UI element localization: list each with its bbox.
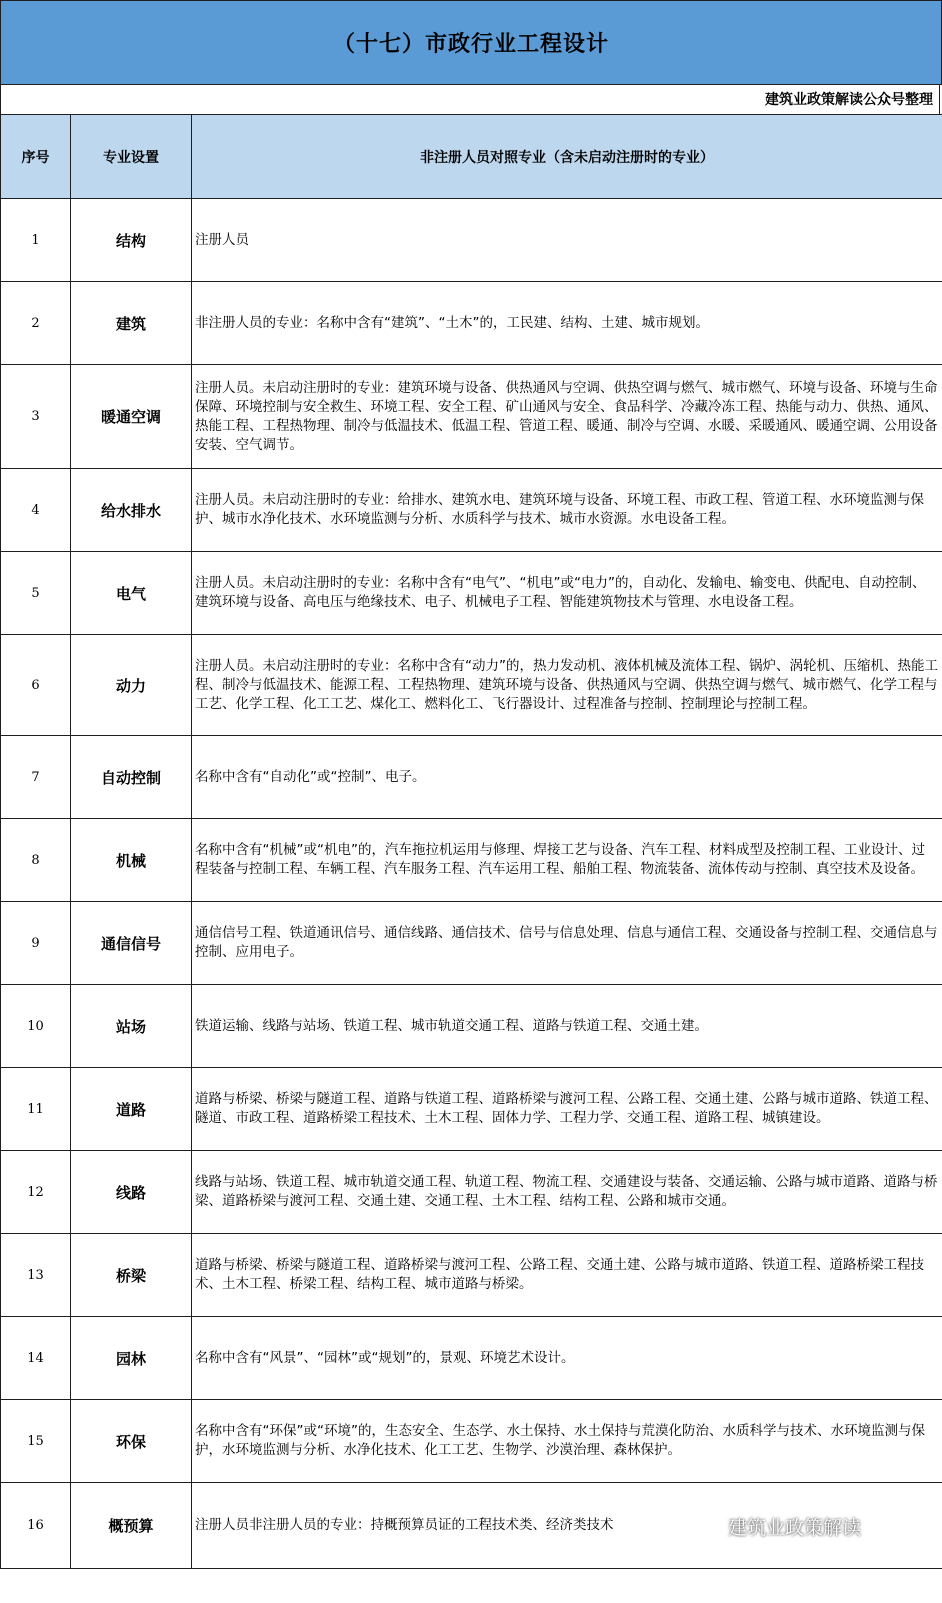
row-major: 自动控制 — [71, 736, 192, 819]
row-major: 站场 — [71, 985, 192, 1068]
row-index: 3 — [1, 365, 71, 469]
watermark — [700, 1512, 861, 1540]
row-major: 通信信号 — [71, 902, 192, 985]
row-description: 名称中含有“机械”或“机电”的，汽车拖拉机运用与修理、焊接工艺与设备、汽车工程、材料成型及控制工程、工业设计、过程装备与控制工程、车辆工程、汽车服务工程、汽车运用工程、船舶工程、物流装备、流体传动与控制、真空技术及设备。 — [192, 819, 942, 902]
table-row — [1, 199, 942, 282]
source-note: 建筑业政策解读公众号整理 — [0, 84, 940, 114]
table-row — [1, 282, 942, 365]
table-row — [1, 902, 942, 985]
table-row — [1, 1068, 942, 1151]
table-row — [1, 552, 942, 635]
header-index: 序号 — [1, 115, 71, 199]
row-description: 名称中含有“自动化”或“控制”、电子。 — [192, 736, 942, 819]
row-description: 铁道运输、线路与站场、铁道工程、城市轨道交通工程、道路与铁道工程、交通土建。 — [192, 985, 942, 1068]
table-row — [1, 1234, 942, 1317]
table-row — [1, 985, 942, 1068]
row-description: 注册人员。未启动注册时的专业：建筑环境与设备、供热通风与空调、供热空调与燃气、城市燃气、环境与设备、环境与生命保障、环境控制与安全救生、环境工程、安全工程、矿山通风与安全、食品科学、冷藏冷冻工程、热能与动力、供热、通风、热能工程、工程热物理、制冷与低温技术、低温工程、管道工程、暖通、制冷与空调、水暖、采暖通风、暖通空调、公用设备安装、空气调节。 — [192, 365, 942, 469]
row-description: 名称中含有“风景”、“园林”或“规划”的，景观、环境艺术设计。 — [192, 1317, 942, 1400]
table-row — [1, 736, 942, 819]
table-row — [1, 635, 942, 736]
row-major: 暖通空调 — [71, 365, 192, 469]
row-index: 9 — [1, 902, 71, 985]
row-description: 注册人员。未启动注册时的专业：名称中含有“电气”、“机电”或“电力”的，自动化、发输电、输变电、供配电、自动控制、建筑环境与设备、高电压与绝缘技术、电子、机械电子工程、智能建筑物技术与管理、水电设备工程。 — [192, 552, 942, 635]
row-major: 给水排水 — [71, 469, 192, 552]
row-description: 注册人员非注册人员的专业：持概预算员证的工程技术类、经济类技术 — [192, 1483, 942, 1569]
row-major: 道路 — [71, 1068, 192, 1151]
row-description: 注册人员 — [192, 199, 942, 282]
row-major: 电气 — [71, 552, 192, 635]
row-index: 2 — [1, 282, 71, 365]
row-index: 14 — [1, 1317, 71, 1400]
row-index: 5 — [1, 552, 71, 635]
table-title: （十七）市政行业工程设计 — [0, 0, 942, 85]
major-table — [0, 114, 942, 1569]
header-row — [1, 115, 942, 199]
wechat-icon — [700, 1516, 724, 1536]
row-description: 通信信号工程、铁道通讯信号、通信线路、通信技术、信号与信息处理、信息与通信工程、交通设备与控制工程、交通信息与控制、应用电子。 — [192, 902, 942, 985]
row-major: 园林 — [71, 1317, 192, 1400]
row-index: 15 — [1, 1400, 71, 1483]
watermark-text: 建筑业政策解读 — [728, 1516, 862, 1539]
row-major: 桥梁 — [71, 1234, 192, 1317]
row-description: 道路与桥梁、桥梁与隧道工程、道路与铁道工程、道路桥梁与渡河工程、公路工程、交通土建、公路与城市道路、铁道工程、隧道、市政工程、道路桥梁工程技术、土木工程、固体力学、工程力学、交通工程、道路工程、城镇建设。 — [192, 1068, 942, 1151]
row-index: 10 — [1, 985, 71, 1068]
row-major: 概预算 — [71, 1483, 192, 1569]
row-description: 非注册人员的专业：名称中含有“建筑”、“土木”的，工民建、结构、土建、城市规划。 — [192, 282, 942, 365]
row-index: 4 — [1, 469, 71, 552]
row-major: 动力 — [71, 635, 192, 736]
table-row — [1, 1317, 942, 1400]
row-major: 机械 — [71, 819, 192, 902]
row-description: 注册人员。未启动注册时的专业：给排水、建筑水电、建筑环境与设备、环境工程、市政工程、管道工程、水环境监测与保护、城市水净化技术、水环境监测与分析、水质科学与技术、城市水资源。水电设备工程。 — [192, 469, 942, 552]
row-index: 16 — [1, 1483, 71, 1569]
row-description: 注册人员。未启动注册时的专业：名称中含有“动力”的，热力发动机、液体机械及流体工程、锅炉、涡轮机、压缩机、热能工程、制冷与低温技术、能源工程、工程热物理、建筑环境与设备、供热通风与空调、供热空调与燃气、城市燃气、化学工程与工艺、化学工程、化工工艺、煤化工、燃料化工、飞行器设计、过程准备与控制、控制理论与控制工程。 — [192, 635, 942, 736]
row-index: 11 — [1, 1068, 71, 1151]
table-row — [1, 1151, 942, 1234]
row-index: 8 — [1, 819, 71, 902]
row-major: 建筑 — [71, 282, 192, 365]
row-description: 名称中含有“环保”或“环境”的，生态安全、生态学、水土保持、水土保持与荒漠化防治、水质科学与技术、水环境监测与保护，水环境监测与分析、水净化技术、化工工艺、生物学、沙漠治理、森林保护。 — [192, 1400, 942, 1483]
header-major: 专业设置 — [71, 115, 192, 199]
table-row — [1, 819, 942, 902]
row-index: 12 — [1, 1151, 71, 1234]
header-equivalent: 非注册人员对照专业（含未启动注册时的专业） — [192, 115, 942, 199]
row-description: 线路与站场、铁道工程、城市轨道交通工程、轨道工程、物流工程、交通建设与装备、交通运输、公路与城市道路、道路与桥梁、道路桥梁与渡河工程、交通土建、交通工程、土木工程、结构工程、公路和城市交通。 — [192, 1151, 942, 1234]
table-row — [1, 469, 942, 552]
row-description: 道路与桥梁、桥梁与隧道工程、道路桥梁与渡河工程、公路工程、交通土建、公路与城市道路、铁道工程、道路桥梁工程技术、土木工程、桥梁工程、结构工程、城市道路与桥梁。 — [192, 1234, 942, 1317]
row-major: 线路 — [71, 1151, 192, 1234]
table-row — [1, 365, 942, 469]
row-index: 6 — [1, 635, 71, 736]
row-index: 13 — [1, 1234, 71, 1317]
row-major: 环保 — [71, 1400, 192, 1483]
row-major: 结构 — [71, 199, 192, 282]
row-index: 1 — [1, 199, 71, 282]
table-row — [1, 1400, 942, 1483]
row-index: 7 — [1, 736, 71, 819]
